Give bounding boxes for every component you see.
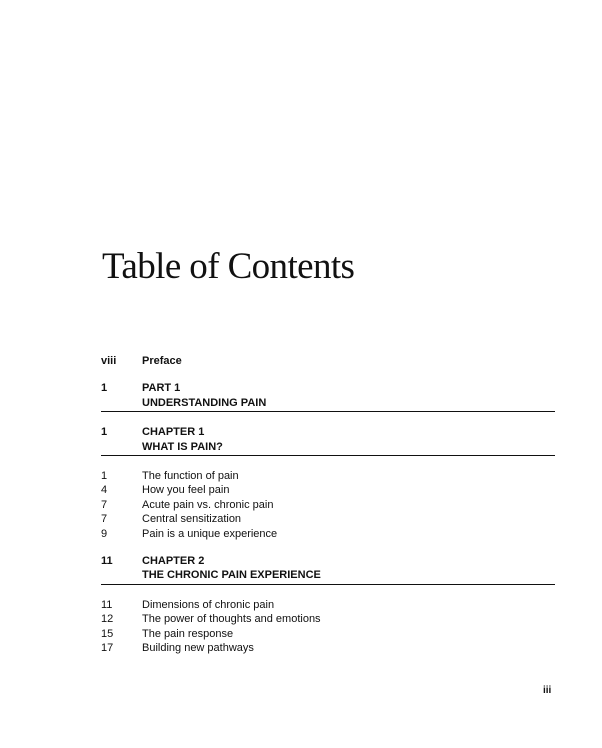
toc-section[interactable]	[101, 512, 555, 526]
toc-page-number: 1	[101, 382, 108, 395]
chapter-label: CHAPTER 2	[142, 555, 205, 568]
chapter-title: THE CHRONIC PAIN EXPERIENCE	[142, 569, 321, 582]
toc-chapter-1[interactable]	[101, 425, 555, 456]
page-title: Table of Contents	[102, 246, 355, 287]
toc-page-number: 1	[101, 470, 108, 483]
chapter-1-sections	[101, 469, 555, 541]
toc-part-1[interactable]	[101, 381, 555, 412]
toc-section[interactable]	[101, 498, 555, 512]
toc-section-label: Central sensitization	[142, 513, 242, 526]
part-label: PART 1	[142, 382, 181, 395]
toc-section-label: The function of pain	[142, 470, 239, 483]
toc-section-label: Dimensions of chronic pain	[142, 598, 275, 611]
page-number: iii	[543, 685, 552, 696]
toc-section[interactable]	[101, 641, 555, 655]
part-title: UNDERSTANDING PAIN	[142, 396, 267, 409]
toc-section[interactable]	[101, 627, 555, 641]
toc-entry-label: Preface	[142, 355, 182, 367]
toc-section-label: The power of thoughts and emotions	[142, 613, 321, 626]
toc-section[interactable]	[101, 612, 555, 626]
chapter-title: WHAT IS PAIN?	[142, 440, 223, 453]
toc-page-number: 7	[101, 498, 108, 511]
toc-section[interactable]	[101, 527, 555, 541]
toc-page-number: 7	[101, 513, 108, 526]
toc-section-label: Pain is a unique experience	[142, 527, 278, 540]
chapter-2-sections	[101, 598, 555, 656]
toc-entry-preface[interactable]	[101, 354, 555, 368]
toc-page-number: 1	[101, 426, 108, 439]
toc-page-number: 4	[101, 484, 108, 497]
toc-section-label: How you feel pain	[142, 484, 230, 497]
table-of-contents	[101, 354, 555, 656]
toc-page-number: 11	[101, 555, 113, 568]
toc-section[interactable]	[101, 598, 555, 612]
toc-section-label: The pain response	[142, 627, 234, 640]
toc-section-label: Building new pathways	[142, 642, 254, 655]
toc-page-number: 9	[101, 527, 108, 540]
toc-page-number: 15	[101, 627, 114, 640]
toc-page-number: 11	[101, 598, 113, 611]
chapter-label: CHAPTER 1	[142, 426, 205, 439]
toc-page-number: 17	[101, 642, 114, 655]
toc-page-number: viii	[101, 355, 117, 367]
toc-chapter-2[interactable]	[101, 554, 555, 585]
toc-section[interactable]	[101, 483, 555, 497]
toc-section[interactable]	[101, 469, 555, 483]
toc-page-number: 12	[101, 613, 114, 626]
toc-section-label: Acute pain vs. chronic pain	[142, 498, 274, 511]
